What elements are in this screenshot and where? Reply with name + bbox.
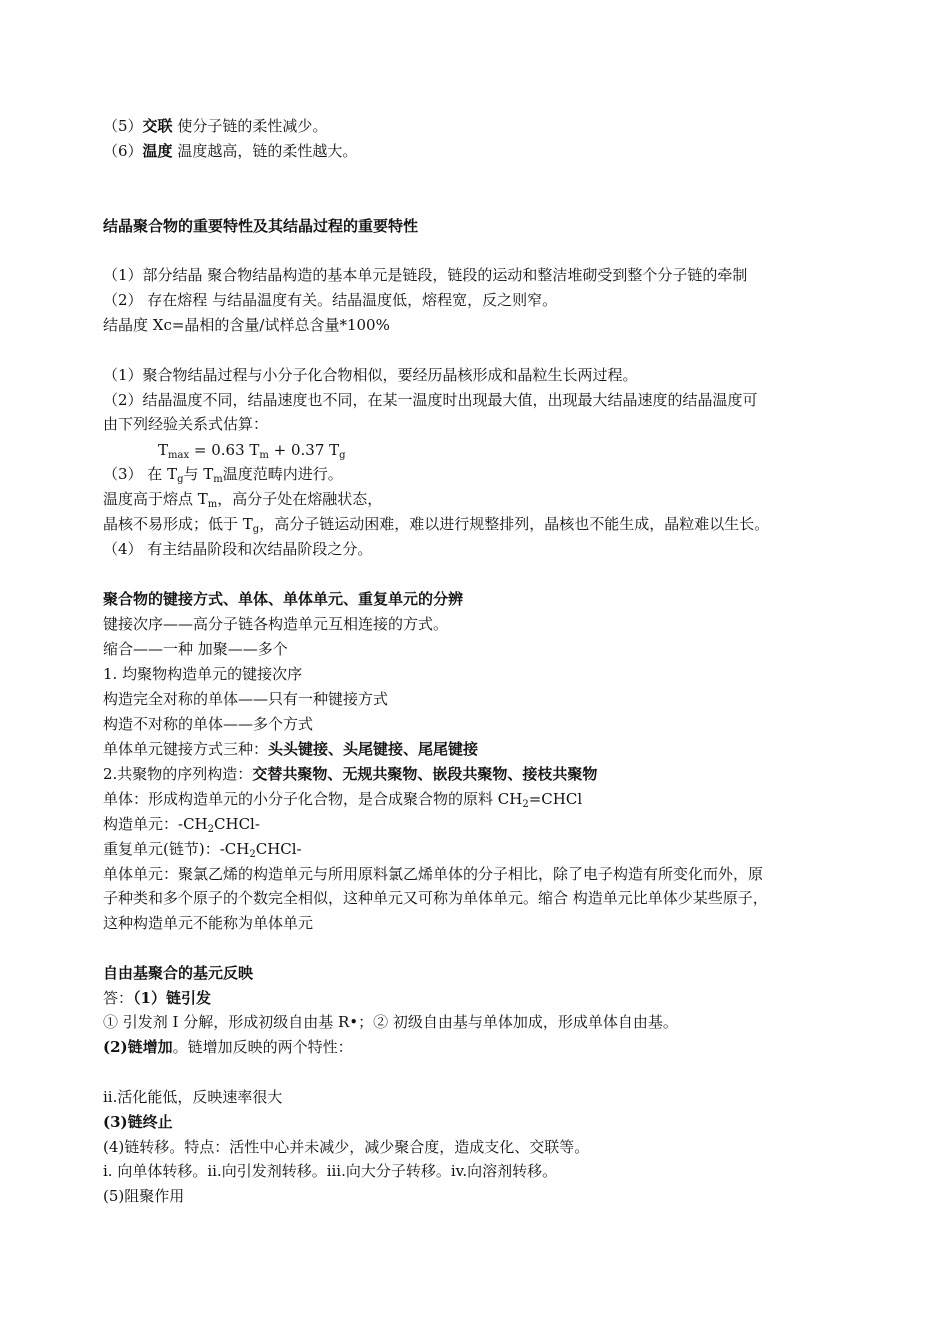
paragraph-line: ii.活化能低，反映速率很大 (103, 1088, 283, 1106)
paragraph-line: 1. 均聚物构造单元的键接次序 (103, 665, 303, 683)
paragraph-line: 键接次序——高分子链各构造单元互相连接的方式。 (103, 615, 449, 633)
paragraph-line: 构造不对称的单体——多个方式 (103, 715, 314, 733)
paragraph-line: 单体：形成构造单元的小分子化合物，是合成聚合物的原料 $CH_2=CHCl$ (103, 790, 583, 810)
paragraph-line: （1）部分结晶 聚合物结晶构造的基本单元是链段，链段的运动和整洁堆砌受到整个分子链的牵制 (103, 266, 748, 284)
paragraph-line: （1）聚合物结晶过程与小分子化合物相似，要经历晶核形成和晶粒生长两过程。 (103, 366, 638, 384)
paragraph-line: （2）结晶温度不同，结晶速度也不同，在某一温度时出现最大值，出现最大结晶速度的结晶温度可 (103, 391, 758, 409)
item-crosslink: （5）交联 使分子链的柔性减少。 (103, 117, 328, 135)
paragraph-line: (3)链终止 (103, 1113, 173, 1131)
paragraph-line: (2)链增加。链增加反映的两个特性： (103, 1038, 353, 1056)
paragraph-line: 单体单元键接方式三种：头头键接、头尾键接、尾尾键接 (103, 740, 479, 758)
paragraph-line: (5)阻聚作用 (103, 1187, 185, 1205)
paragraph-line: 2.共聚物的序列构造：交替共聚物、无规共聚物、嵌段共聚物、接枝共聚物 (103, 765, 598, 783)
paragraph-line: 重复单元(链节)：$-CH_2CHCl-$ (103, 840, 302, 860)
paragraph-line: 由下列经验关系式估算： (103, 415, 269, 433)
formula-tmax: $T_{max} = 0.63$ $T_m + 0.37$ $T_g$ (158, 441, 346, 461)
paragraph-line: ① 引发剂 I 分解，形成初级自由基 R•；② 初级自由基与单体加成，形成单体自由基。 (103, 1013, 678, 1031)
paragraph-line: 构造单元：$-CH_2CHCl-$ (103, 815, 260, 835)
heading-crystalline-polymers: 结晶聚合物的重要特性及其结晶过程的重要特性 (103, 217, 419, 235)
item-temperature: （6）温度 温度越高，链的柔性越大。 (103, 142, 358, 160)
paragraph-line: i. 向单体转移。ii.向引发剂转移。iii.向大分子转移。iv.向溶剂转移。 (103, 1162, 558, 1180)
paragraph-line: 这种构造单元不能称为单体单元 (103, 914, 314, 932)
paragraph-line: 结晶度 Xc=晶相的含量/试样总含量*100% (103, 316, 390, 334)
heading-free-radical: 自由基聚合的基元反映 (103, 964, 254, 982)
heading-bonding-modes: 聚合物的键接方式、单体、单体单元、重复单元的分辨 (103, 590, 464, 608)
paragraph-line: （3） 在 $T_g$与 $T_m$温度范畴内进行。 (103, 465, 343, 485)
paragraph-line: (4)链转移。特点：活性中心并未减少，减少聚合度，造成支化、交联等。 (103, 1138, 590, 1156)
paragraph-line: 温度高于熔点 $T_m$，高分子处在熔融状态， (103, 490, 383, 510)
paragraph-line: （2） 存在熔程 与结晶温度有关。结晶温度低，熔程宽，反之则窄。 (103, 291, 558, 309)
paragraph-line: 子种类和多个原子的个数完全相似，这种单元又可称为单体单元。缩合 构造单元比单体少某些原子， (103, 889, 768, 907)
paragraph-line: （4） 有主结晶阶段和次结晶阶段之分。 (103, 540, 373, 558)
paragraph-line: 缩合——一种 加聚——多个 (103, 640, 288, 658)
paragraph-line: 晶核不易形成；低于 $T_g$，高分子链运动困难，难以进行规整排列，晶核也不能生成，晶粒难以生长。 (103, 515, 770, 535)
paragraph-line: 答：（1）链引发 (103, 989, 211, 1007)
paragraph-line: 构造完全对称的单体——只有一种键接方式 (103, 690, 389, 708)
paragraph-line: 单体单元：聚氯乙烯的构造单元与所用原料氯乙烯单体的分子相比，除了电子构造有所变化而外，原 (103, 865, 764, 883)
